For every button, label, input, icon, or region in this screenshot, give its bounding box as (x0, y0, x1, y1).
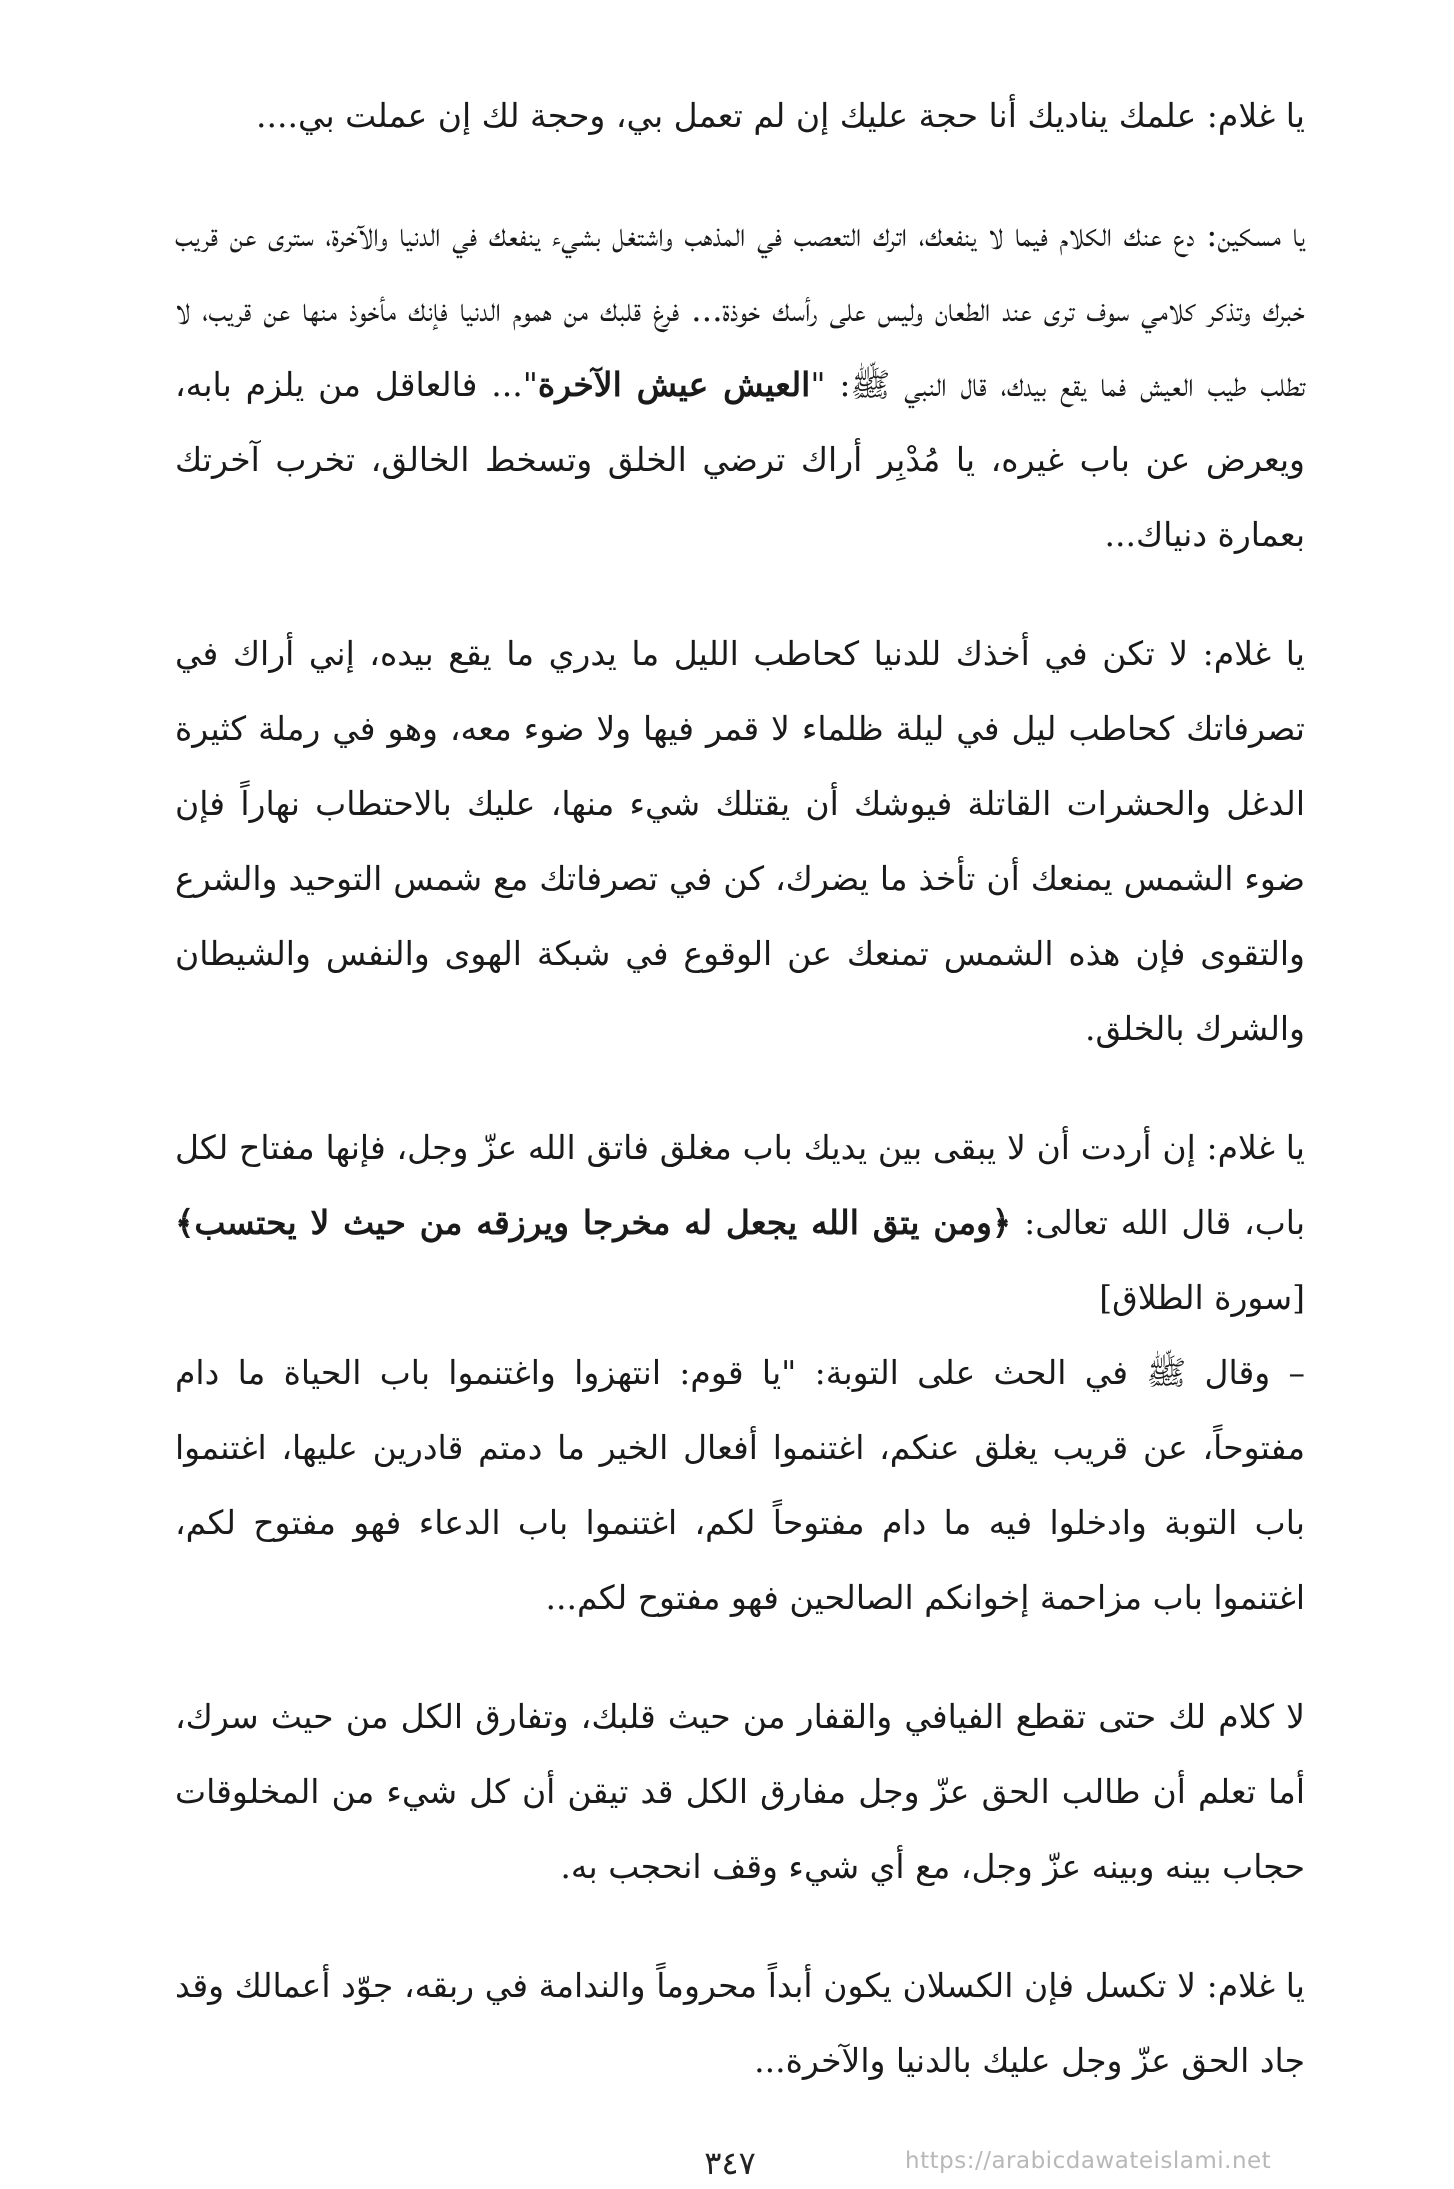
body-text (175, 78, 1305, 2142)
paragraph-text: يا غلام: لا تكسل فإن الكسلان يكون أبداً محروماً والندامة في ربقه، جوّد أعمالك وقد جاد الحق عزّ وجل عليك بالدنيا والآخرة... (175, 1966, 1305, 2080)
watermark-url: https://arabicdawateislami.net (905, 2148, 1272, 2174)
paragraph-text: – وقال ﷺ في الحث على التوبة: "يا قوم: انتهزوا واغتنموا باب الحياة ما دام مفتوحاً، عن قريب يغلق عنكم، اغتنموا أفعال الخير ما دمتم قادرين عليها، اغتنموا باب التوبة وادخلوا فيه ما دام مفتوحاً لكم، اغتنموا باب الدعاء فهو مفتوح لكم، اغتنموا باب مزاحمة إخوانكم الصالحين فهو مفتوح لكم... (175, 1353, 1305, 1617)
paragraph-2 (175, 197, 1305, 572)
paragraph-6 (175, 1679, 1305, 1904)
paragraph-5 (175, 1335, 1305, 1635)
paragraph-text: "... فالعاقل من يلزم بابه، ويعرض عن باب غيره، يا مُدْبِر أراك ترضي الخلق وتسخط الخالق، تخرب آخرتك بعمارة دنياك... (175, 365, 1305, 554)
quran-verse: ﴿ومن يتق الله يجعل له مخرجا ويرزقه من حيث لا يحتسب﴾ (175, 1203, 1012, 1242)
paragraph-3 (175, 616, 1305, 1066)
paragraph-7 (175, 1948, 1305, 2098)
paragraph-text: يا غلام: إن أردت أن لا يبقى بين يديك باب مغلق فاتق الله عزّ وجل، فإنها مفتاح لكل باب، قال الله تعالى: (175, 1128, 1305, 1242)
paragraph-text: يا مسكين: دع عنك الكلام فيما لا ينفعك، اترك التعصب في المذهب واشتغل بشيء ينفعك في الدنيا والآخرة، سترى عن قريب خبرك وتذكر كلامي سوف ترى عند الطعان وليس على رأسك خوذة... فرغ قلبك من هموم الدنيا فإنك مأخوذ منها عن قريب، لا تطلب طيب العيش فما يقع بيدك، قال النبي ﷺ: " (175, 215, 1306, 404)
paragraph-text: يا غلام: لا تكن في أخذك للدنيا كحاطب الليل ما يدري ما يقع بيده، إني أراك في تصرفاتك كحاطب ليل في ليلة ظلماء لا قمر فيها ولا ضوء معه، وهو في رملة كثيرة الدغل والحشرات القاتلة فيوشك أن يقتلك شيء منها، عليك بالاحتطاب نهاراً فإن ضوء الشمس يمنعك أن تأخذ ما يضرك، كن في تصرفاتك مع شمس التوحيد والشرع والتقوى فإن هذه الشمس تمنعك عن الوقوع في شبكة الهوى والنفس والشيطان والشرك بالخلق. (175, 634, 1305, 1048)
hadith-quote: العيش عيش الآخرة (537, 365, 811, 404)
paragraph-text: لا كلام لك حتى تقطع الفيافي والقفار من حيث قلبك، وتفارق الكل من حيث سرك، أما تعلم أن طالب الحق عزّ وجل مفارق الكل قد تيقن أن كل شيء من المخلوقات حجاب بينه وبينه عزّ وجل، مع أي شيء وقف انحجب به. (175, 1697, 1305, 1886)
surah-reference: [سورة الطلاق] (1099, 1278, 1305, 1317)
paragraph-1 (175, 78, 1305, 153)
page-number: ٣٤٧ (704, 2144, 756, 2182)
paragraph-4 (175, 1110, 1305, 1335)
paragraph-text: يا غلام: علمك يناديك أنا حجة عليك إن لم تعمل بي، وحجة لك إن عملت بي.... (256, 96, 1305, 135)
